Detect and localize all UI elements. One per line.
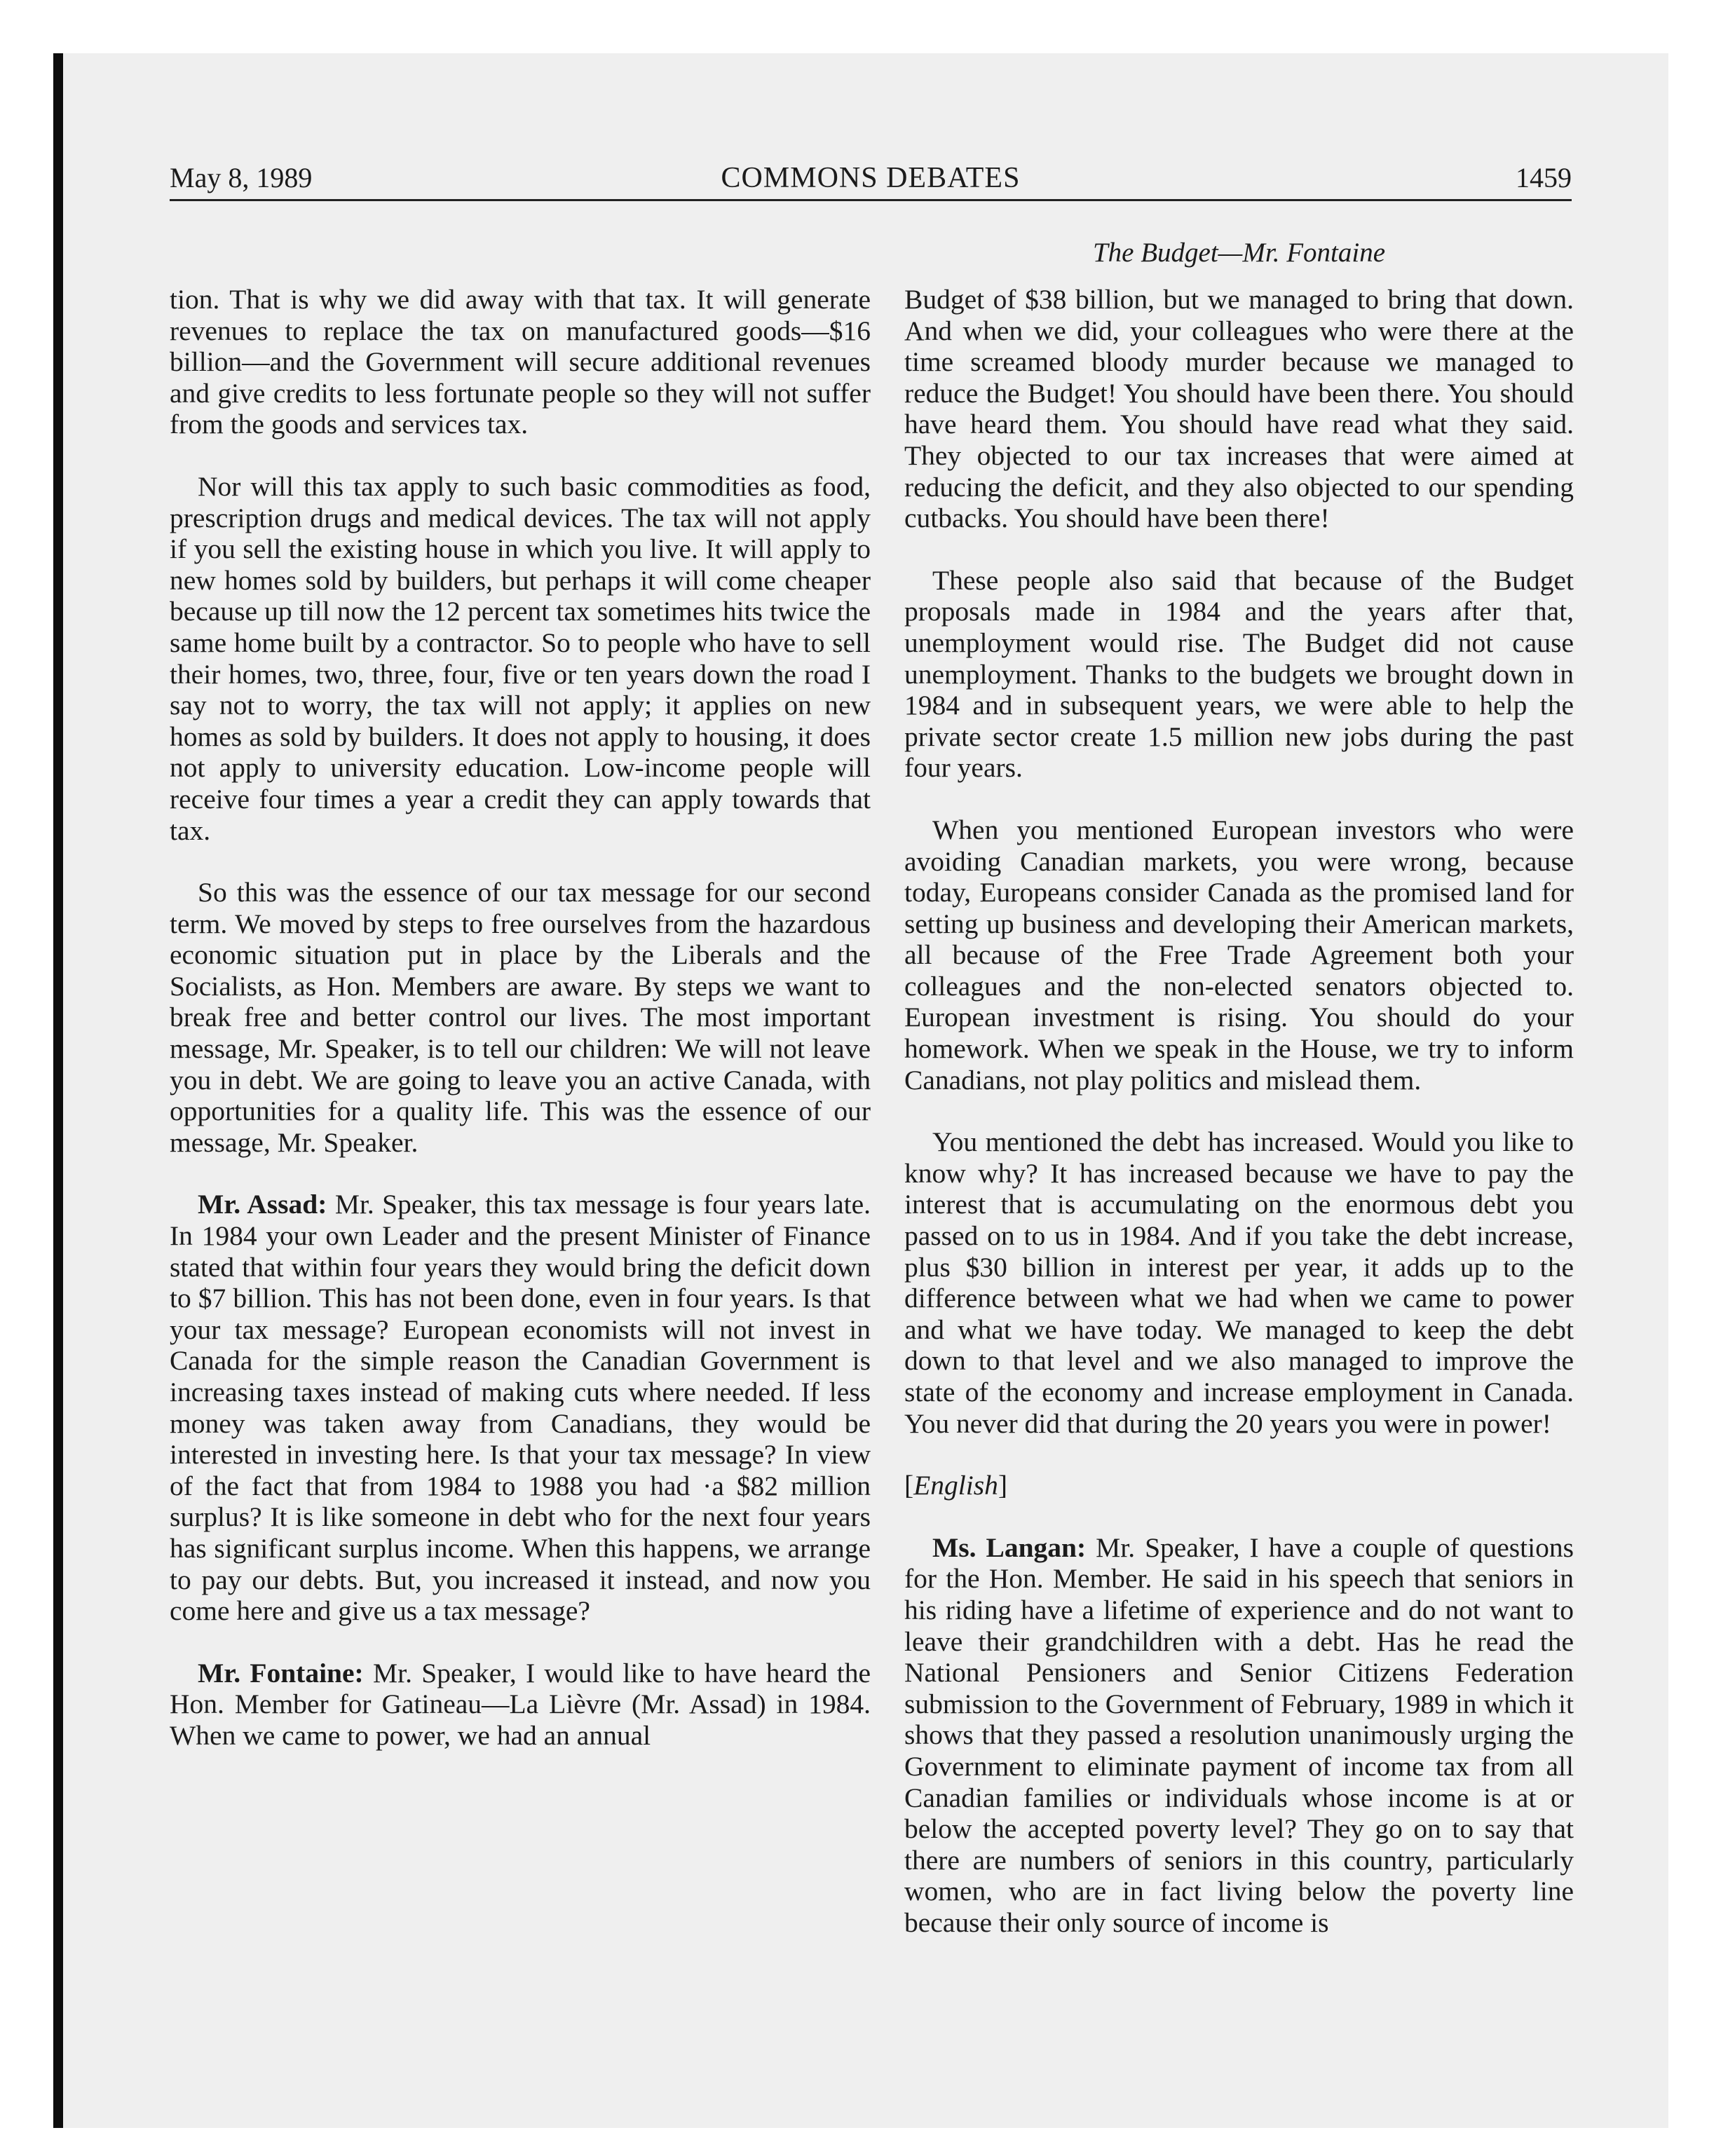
left-paragraph-1: tion. That is why we did away with that tax. It will generate revenues to replace the tax on manufactured goods—$16 billion—and the Government will secure additional revenues and give credits to less fortunate people so they will not suffer from the goods and services tax. xyxy=(170,284,871,440)
left-paragraph-4 xyxy=(170,1189,871,1626)
right-paragraph-4: You mentioned the debt has increased. Would you like to know why? It has increased because we have to pay the interest that is accumulating on the enormous debt you passed on to us in 1984. And if you take the debt increase, plus $30 billion in interest per year, it adds up to the difference between what we had when we came to power and what we have today. We managed to keep the debt down to that level and we also managed to improve the state of the economy and increase employment in Canada. You never did that during the 20 years you were in power! xyxy=(904,1126,1574,1439)
left-paragraph-3: So this was the essence of our tax message for our second term. We moved by steps to free ourselves from the hazardous economic situation put in place by the Liberals and the Socialists, as Hon. Members are aware. By steps we want to break free and better control our lives. The most important message, Mr. Speaker, is to tell our children: We will not leave you in debt. We are going to leave you an active Canada, with opportunities for a quality life. This was the essence of our message, Mr. Speaker. xyxy=(170,877,871,1158)
speech-text: Mr. Speaker, I have a couple of questions for the Hon. Member. He said in his speech that seniors in his riding have a lifetime of experience and do not want to leave their grandchildren with a debt. Has he read the National Pensioners and Senior Citizens Federation submission to the Government of February, 1989 in which it shows that they passed a resolution unanimously urging the Government to eliminate payment of income tax from all Canadian families or individuals whose income is at or below the accepted poverty level? They go on to say that there are numbers of seniors in this country, particularly women, who are in fact living below the poverty line because their only source of income is xyxy=(904,1531,1574,1938)
language-note-text: English xyxy=(913,1470,998,1501)
header-date: May 8, 1989 xyxy=(170,162,313,193)
left-paragraph-5 xyxy=(170,1658,871,1752)
right-paragraph-2: These people also said that because of the Budget proposals made in 1984 and the years after that, unemployment would rise. The Budget did not cause unemployment. Thanks to the budgets we brought down in 1984 and in subsequent years, we were able to help the private sector create 1.5 million new jobs during the past four years. xyxy=(904,564,1574,784)
left-paragraph-2: Nor will this tax apply to such basic commodities as food, prescription drugs and medical devices. The tax will not apply if you sell the existing house in which you live. It will apply to new homes sold by builders, but perhaps it will come cheaper because up till now the 12 percent tax sometimes hits twice the same home built by a contractor. So to people who have to sell their homes, two, three, four, five or ten years down the road I say not to worry, the tax will not apply; it applies on new homes as sold by builders. It does not apply to housing, it does not apply to university education. Low-income people will receive four times a year a credit they can apply towards that tax. xyxy=(170,470,871,846)
right-paragraph-1: Budget of $38 billion, but we managed to bring that down. And when we did, your colleagues who were there at the time screamed bloody murder because we managed to reduce the Budget! You should have been there. You should have heard them. You should have read what they said. They objected to our tax increases that were aimed at reducing the deficit, and they also objected to our spending cutbacks. You should have been there! xyxy=(904,284,1574,534)
header-page-number: 1459 xyxy=(1516,162,1572,193)
page-header xyxy=(170,156,1572,201)
speaker-name: Ms. Langan: xyxy=(932,1531,1087,1563)
speech-text: Mr. Speaker, this tax message is four years late. In 1984 your own Leader and the present Minister of Finance stated that within four years they would bring the deficit down to $7 billion. This has not been done, even in four years. Is that your tax message? European economists will not invest in Canada for the simple reason the Canadian Government is increasing taxes instead of making cuts where needed. If less money was taken away from Canadians, they would be interested in investing here. Is that your tax message? In view of the fact that from 1984 to 1988 you had ·a $82 million surplus? It is like someone in debt who for the next four years has significant surplus income. When this happens, we arrange to pay our debts. But, you increased it instead, and now you come here and give us a tax message? xyxy=(170,1189,871,1627)
speech-text: Mr. Speaker, I would like to have heard the Hon. Member for Gatineau—La Lièvre (Mr. Assad) in 1984. When we came to power, we had an annual xyxy=(170,1657,871,1751)
running-head: The Budget—Mr. Fontaine xyxy=(1092,238,1386,268)
speaker-name: Mr. Assad: xyxy=(198,1189,327,1220)
right-column xyxy=(904,284,1574,1970)
speaker-name: Mr. Fontaine: xyxy=(198,1657,364,1688)
left-column xyxy=(170,284,871,1782)
right-paragraph-3: When you mentioned European investors who were avoiding Canadian markets, you were wrong, because today, Europeans consider Canada as the promised land for setting up business and developing their American markets, all because of the Free Trade Agreement both your colleagues and the non-elected senators objected to. European investment is rising. You should do your homework. When we speak in the House, we try to inform Canadians, not play politics and mislead them. xyxy=(904,814,1574,1096)
language-note: [English] xyxy=(904,1470,1008,1501)
right-paragraph-5 xyxy=(904,1532,1574,1939)
header-title: COMMONS DEBATES xyxy=(721,162,1021,194)
scan-edge-bar xyxy=(53,53,63,2128)
